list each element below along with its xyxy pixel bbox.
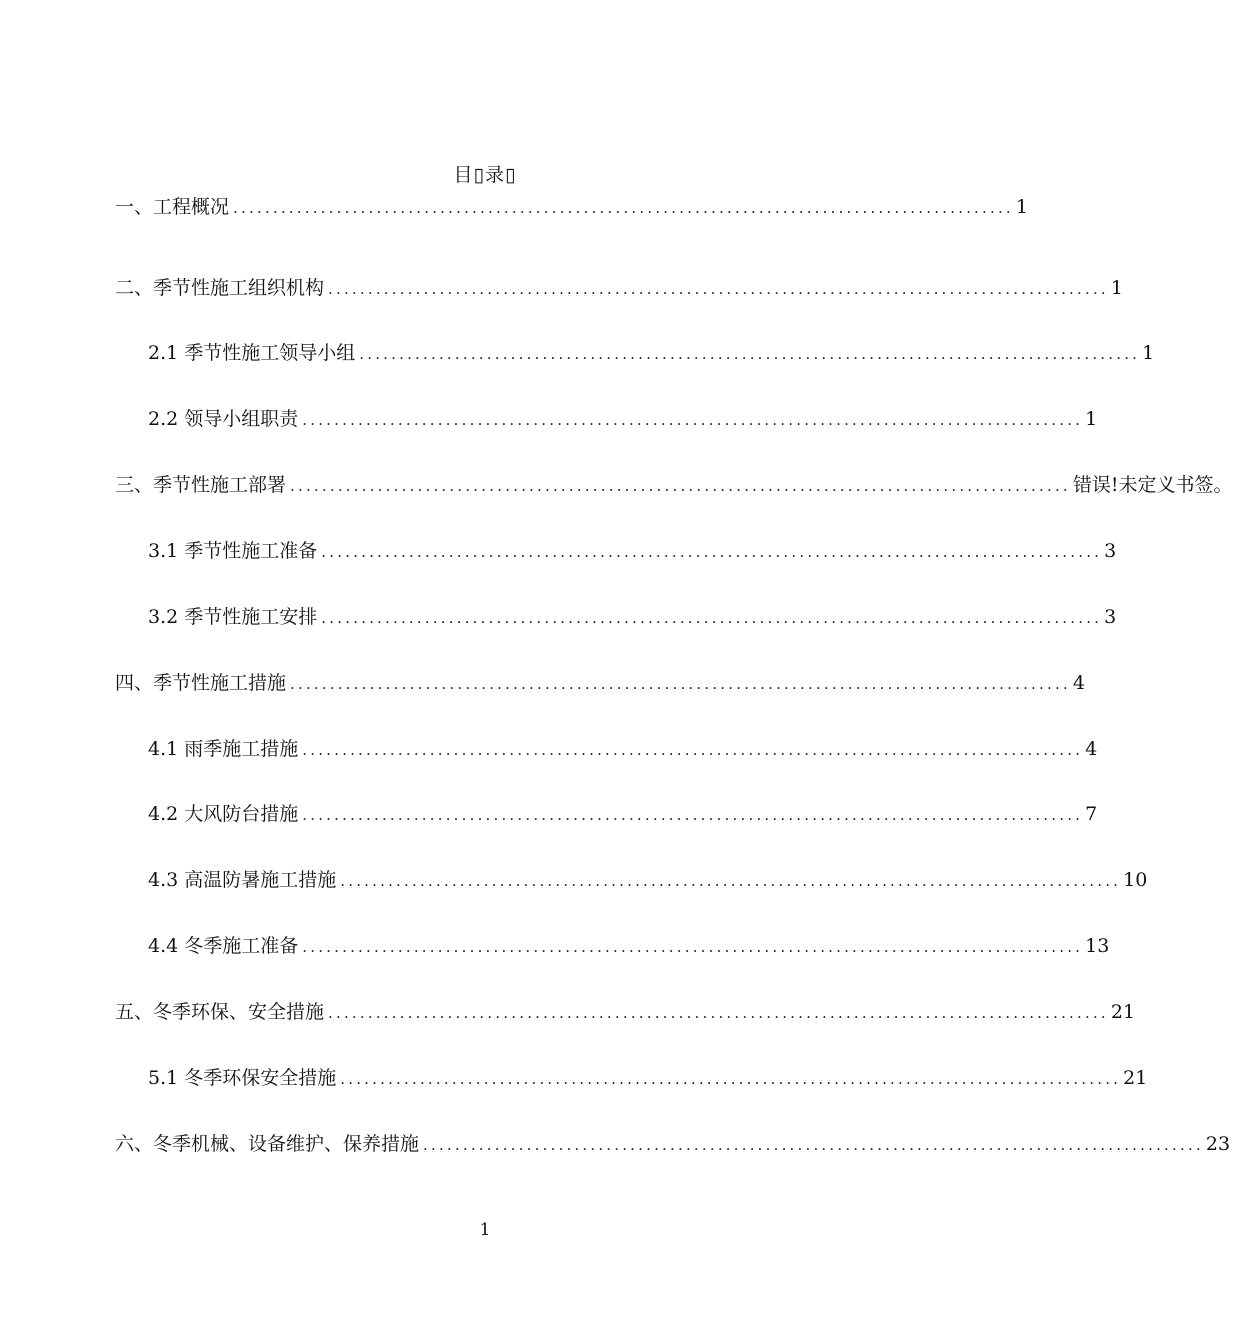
- page-number: 1: [479, 1220, 491, 1240]
- toc-entry[interactable]: [148, 404, 1098, 434]
- toc-leader-dots: ..................................................................................................: [328, 280, 1109, 298]
- toc-leader-dots: ..................................................................................................: [302, 741, 1084, 759]
- toc-entry-page: 21: [1123, 1067, 1148, 1089]
- toc-entry[interactable]: [115, 668, 1085, 698]
- toc-entry-label: 五、冬季环保、安全措施: [115, 1001, 325, 1023]
- toc-entry[interactable]: [148, 338, 1155, 368]
- toc-entry-page: 4: [1072, 672, 1085, 694]
- toc-entry-page: 10: [1123, 869, 1148, 891]
- toc-entry[interactable]: [148, 1063, 1148, 1093]
- toc-leader-dots: ..................................................................................................: [321, 609, 1103, 627]
- toc-entry[interactable]: [115, 192, 1028, 222]
- toc-leader-dots: ..................................................................................................: [233, 199, 1014, 217]
- toc-entry-label: 四、季节性施工措施: [115, 672, 287, 694]
- toc-entry-label: 4.4 冬季施工准备: [148, 935, 299, 957]
- toc-entry-label: 4.2 大风防台措施: [148, 803, 299, 825]
- toc-leader-dots: ..................................................................................................: [328, 1004, 1109, 1022]
- toc-leader-dots: ..................................................................................................: [340, 1070, 1122, 1088]
- toc-entry-page: 4: [1085, 738, 1098, 760]
- toc-entry-page: 1: [1085, 408, 1098, 430]
- toc-entry-label: 3.2 季节性施工安排: [148, 606, 318, 628]
- toc-leader-dots: ..................................................................................................: [423, 1136, 1204, 1154]
- toc-entry[interactable]: [148, 799, 1098, 829]
- toc-entry-label: 4.1 雨季施工措施: [148, 738, 299, 760]
- toc-entry-page: 1: [1110, 277, 1123, 299]
- toc-entry[interactable]: [115, 1129, 1231, 1159]
- toc-entry[interactable]: [148, 734, 1098, 764]
- toc-entry[interactable]: [148, 865, 1148, 895]
- toc-entry[interactable]: [115, 470, 1233, 500]
- toc-entry-page: 3: [1104, 540, 1117, 562]
- toc-entry-page: 13: [1085, 935, 1110, 957]
- toc-entry[interactable]: [115, 273, 1123, 303]
- toc-entry-page: 1: [1015, 196, 1028, 218]
- toc-entry-label: 4.3 高温防暑施工措施: [148, 869, 337, 891]
- toc-entry-label: 2.1 季节性施工领导小组: [148, 342, 356, 364]
- toc-leader-dots: ..................................................................................................: [290, 477, 1071, 495]
- toc-title: 目▯录▯: [453, 164, 517, 186]
- toc-leader-dots: ..................................................................................................: [321, 543, 1103, 561]
- toc-entry-page: 7: [1085, 803, 1098, 825]
- toc-leader-dots: ..................................................................................................: [302, 411, 1084, 429]
- toc-entry[interactable]: [115, 997, 1136, 1027]
- toc-entry[interactable]: [148, 536, 1117, 566]
- toc-leader-dots: ..................................................................................................: [340, 872, 1122, 890]
- toc-entry-page: 21: [1110, 1001, 1136, 1023]
- toc-entry[interactable]: [148, 931, 1110, 961]
- toc-leader-dots: ..................................................................................................: [302, 806, 1084, 824]
- toc-entry-page: 错误!未定义书签。: [1072, 474, 1233, 496]
- toc-entry-page: 3: [1104, 606, 1117, 628]
- toc-entry-label: 三、季节性施工部署: [115, 474, 287, 496]
- toc-leader-dots: ..................................................................................................: [302, 938, 1084, 956]
- toc-entry[interactable]: [148, 602, 1117, 632]
- toc-entry-label: 二、季节性施工组织机构: [115, 277, 325, 299]
- toc-entry-page: 23: [1205, 1133, 1231, 1155]
- toc-entry-page: 1: [1142, 342, 1155, 364]
- toc-entry-label: 3.1 季节性施工准备: [148, 540, 318, 562]
- toc-entry-label: 5.1 冬季环保安全措施: [148, 1067, 337, 1089]
- toc-entry-label: 一、工程概况: [115, 196, 230, 218]
- toc-leader-dots: ..................................................................................................: [290, 675, 1071, 693]
- toc-entry-label: 2.2 领导小组职责: [148, 408, 299, 430]
- toc-entry-label: 六、冬季机械、设备维护、保养措施: [115, 1133, 420, 1155]
- toc-leader-dots: ..................................................................................................: [359, 345, 1141, 363]
